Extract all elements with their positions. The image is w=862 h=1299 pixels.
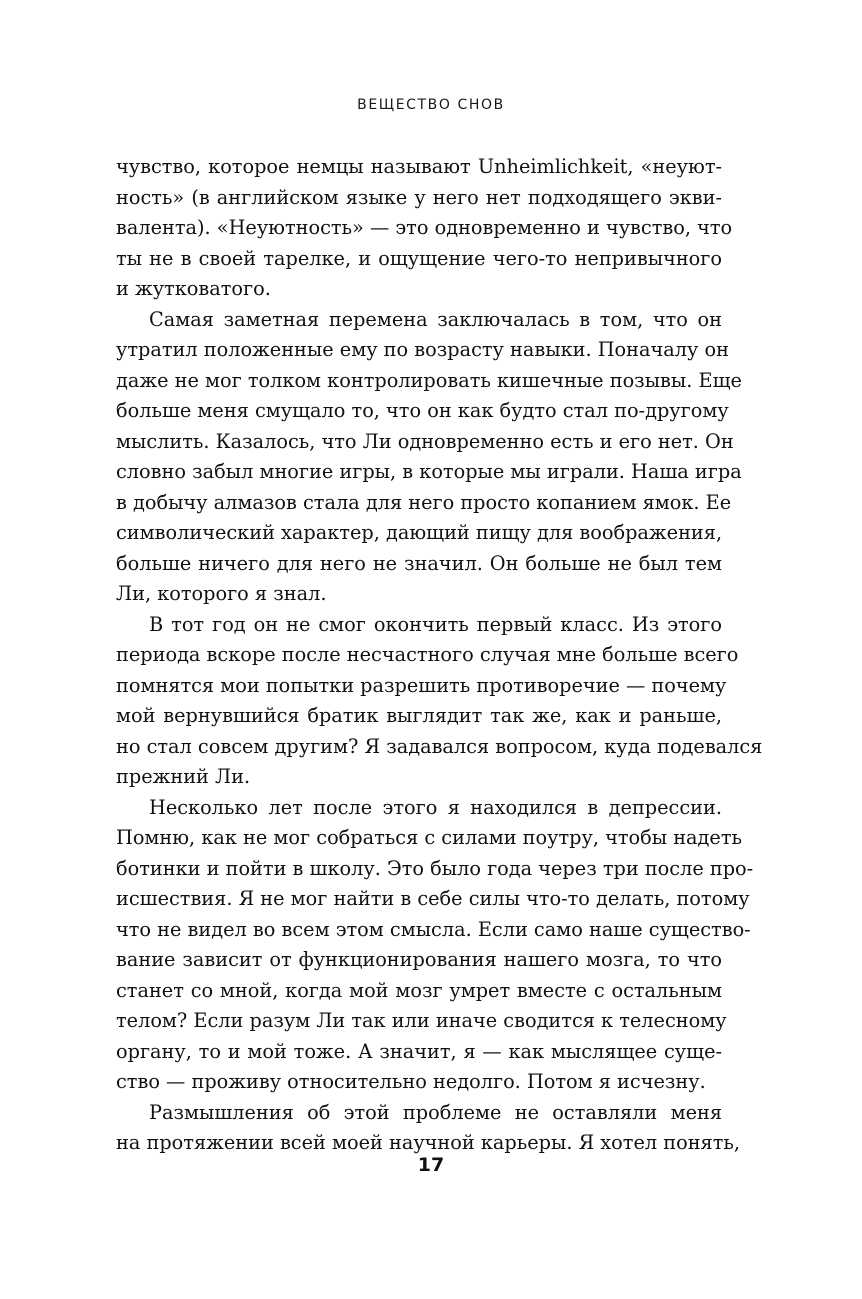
text-line: Несколько лет после этого я находился в депрессии. [149,795,722,819]
text-line: прежний Ли. [116,765,251,788]
text-line: больше меня смущало то, что он как будто стал по-другому [116,399,729,422]
running-head: ВЕЩЕСТВО СНОВ [357,97,505,113]
text-line: ты не в своей тарелке, и ощущение чего-то непривычного [116,246,722,270]
text-line: вание зависит от функционирования нашего мозга, то что [116,948,722,971]
text-line: больше ничего для него не значил. Он больше не был тем [116,551,722,575]
text-line: даже не мог толком контролировать кишечные позывы. Еще [116,368,742,392]
text-line: валента). «Неуютность» — это одновременно и чувство, что [116,216,733,239]
text-line: органу, то и мой тоже. А значит, я — как мыслящее суще- [116,1039,722,1063]
text-line: утратил положенные ему по возрасту навыки. Поначалу он [116,338,729,361]
text-line: мыслить. Казалось, что Ли одновременно есть и его нет. Он [116,429,734,453]
text-line: Ли, которого я знал. [116,582,327,605]
text-line: мой вернувшийся братик выглядит так же, как и раньше, [116,704,722,727]
text-line: Самая заметная перемена заключалась в том, что он [149,307,722,331]
text-line: ство — проживу относительно недолго. Потом я исчезну. [116,1070,706,1093]
text-line: но стал совсем другим? Я задавался вопросом, куда подевался [116,734,763,758]
text-line: станет со мной, когда мой мозг умрет вместе с остальным [116,978,722,1002]
body-text [116,152,763,1159]
text-line: исшествия. Я не мог найти в себе силы что-то делать, потому [116,887,750,910]
text-line: Помню, как не мог собраться с силами поутру, чтобы надеть [116,826,742,849]
text-line: в добычу алмазов стала для него просто копанием ямок. Ее [116,490,732,514]
text-line: на протяжении всей моей научной карьеры. Я хотел понять, [116,1131,741,1154]
text-line: и жутковатого. [116,277,271,300]
text-line: периода вскоре после несчастного случая мне больше всего [116,643,739,666]
text-line: В тот год он не смог окончить первый класс. Из этого [149,612,722,636]
text-line: чувство, которое немцы называют Unheimlichkeit, «неуют- [116,155,722,178]
text-line: символический характер, дающий пищу для воображения, [116,521,723,544]
text-line: что не видел во всем этом смысла. Если само наше существо- [116,917,751,941]
text-line: помнятся мои попытки разрешить противоречие — почему [116,673,727,697]
text-line: ность» (в английском языке у него нет подходящего экви- [116,185,722,209]
text-line: словно забыл многие игры, в которые мы играли. Наша игра [116,460,742,483]
text-line: Размышления об этой проблеме не оставляли меня [149,1100,722,1124]
text-line: ботинки и пойти в школу. Это было года через три после про- [116,856,754,880]
text-line: телом? Если разум Ли так или иначе сводится к телесному [116,1009,727,1032]
page-number: 17 [417,1154,445,1176]
